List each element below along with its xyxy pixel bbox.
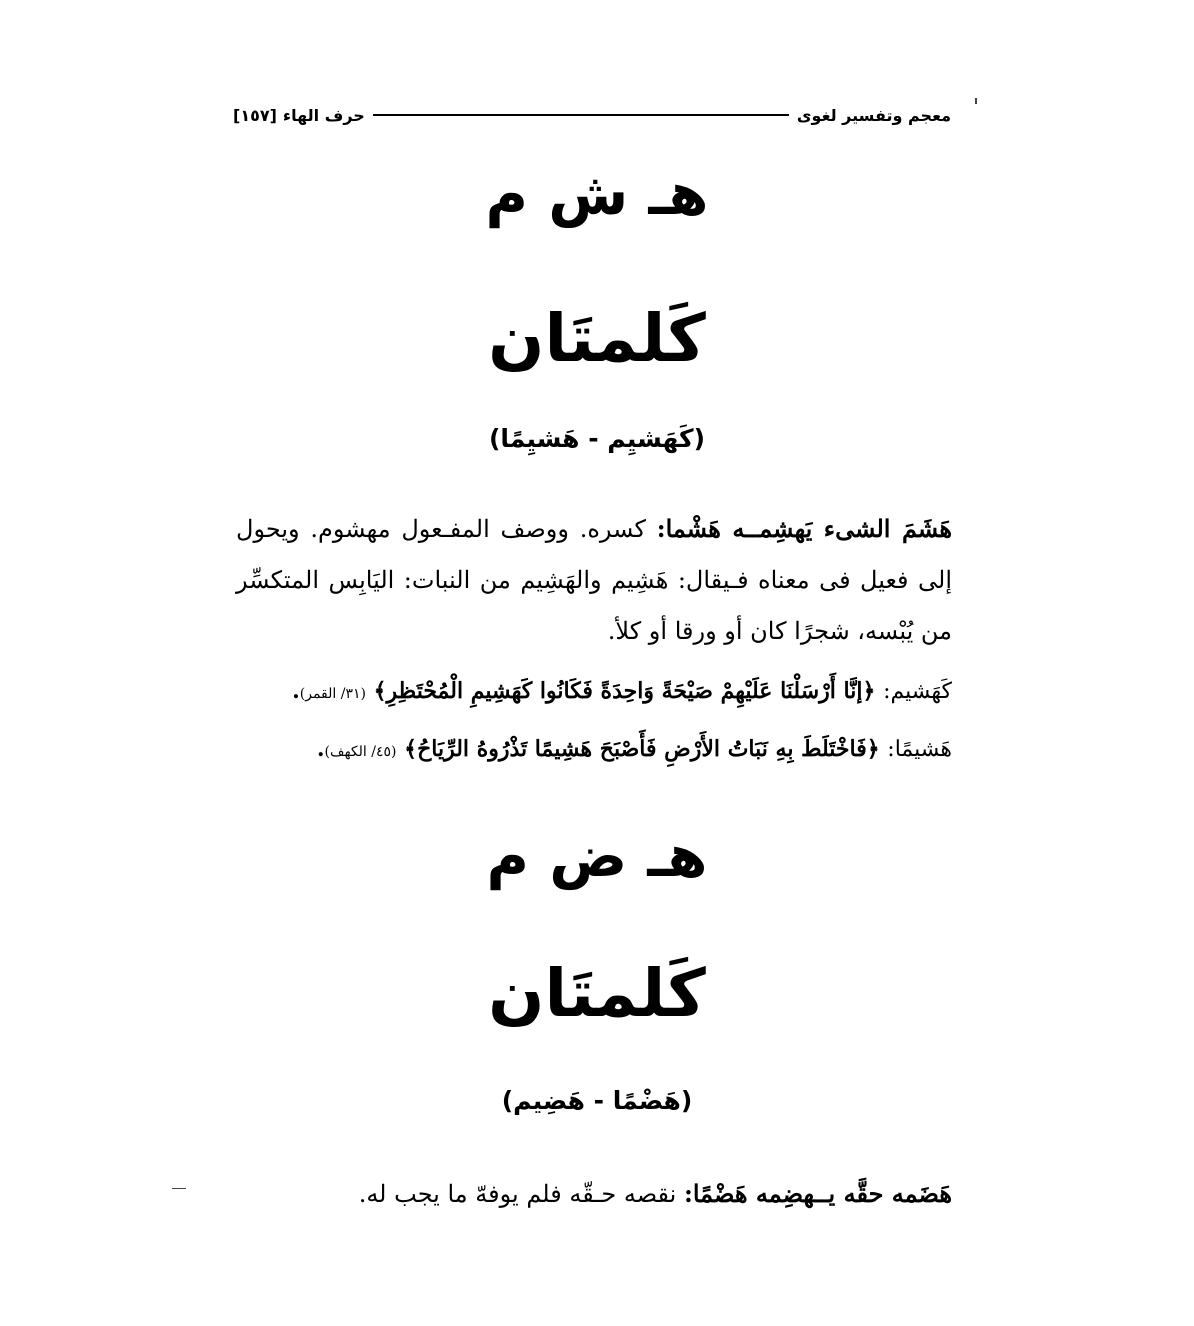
usage-line xyxy=(236,678,952,704)
page-number: [١٥٧] xyxy=(233,105,277,125)
definition-paragraph xyxy=(236,503,952,657)
quran-verse: ﴿فَاخْتَلَطَ بِهِ نَبَاتُ الأَرْضِ فَأَصْبَحَ هَشِيمًا تَذْرُوهُ الرِّيَاحُ﴾ xyxy=(404,736,880,762)
entry-words: (هَضْمًا - هَضِيم) xyxy=(501,1086,693,1115)
definition-paragraph xyxy=(236,1168,952,1220)
running-header xyxy=(233,100,951,130)
verse-source: (٤٥/ الكهف) xyxy=(324,744,397,760)
line-end: . xyxy=(316,736,325,762)
header-rule xyxy=(373,114,789,116)
usage-label: هَشيمًا: xyxy=(887,737,952,762)
usage-label: كَهَشيم: xyxy=(883,679,952,704)
word-count-heading: كَلمتَان xyxy=(488,300,706,377)
root-heading: هـ ض م xyxy=(486,822,708,890)
scan-artifact xyxy=(975,98,977,104)
entry-words: (كَهَشيِم - هَشيِمًا) xyxy=(488,424,706,453)
definition-text: كسره. ووصف المفـعول مهشوم. ويحول إلى فعيل فى معناه فـيقال: هَشِيم والهَشِيم من النبات: اليَابِس المتكسِّر من يُبْسه، شجرًا كان أو ورقا أو كلأ. xyxy=(236,515,952,645)
usage-line xyxy=(236,736,952,762)
definition-headword: هَضَمه حقَّه يــهضِمه هَضْمًا: xyxy=(684,1179,952,1208)
book-title: معجم وتفسير لغوى xyxy=(796,105,951,125)
line-end: . xyxy=(292,678,300,704)
verse-source: (٣١/ القمر) xyxy=(299,686,366,702)
chapter-title: حرف الهاء xyxy=(282,105,365,125)
definition-text: نقصه حـقّه فلم يوفهّ ما يجب له. xyxy=(358,1180,684,1208)
quran-verse: ﴿إنَّا أَرْسَلْنَا عَلَيْهِمْ صَيْحَةً وَاحِدَةً فَكَانُوا كَهَشِيمِ الْمُحْتَظِرِ﴾ xyxy=(373,678,876,704)
scan-artifact xyxy=(172,1188,186,1189)
definition-headword: هَشَمَ الشىء يَهشِمــه هَشْما: xyxy=(656,514,952,543)
root-heading: هـ ش م xyxy=(485,160,709,228)
word-count-heading: كَلمتَان xyxy=(488,955,706,1032)
